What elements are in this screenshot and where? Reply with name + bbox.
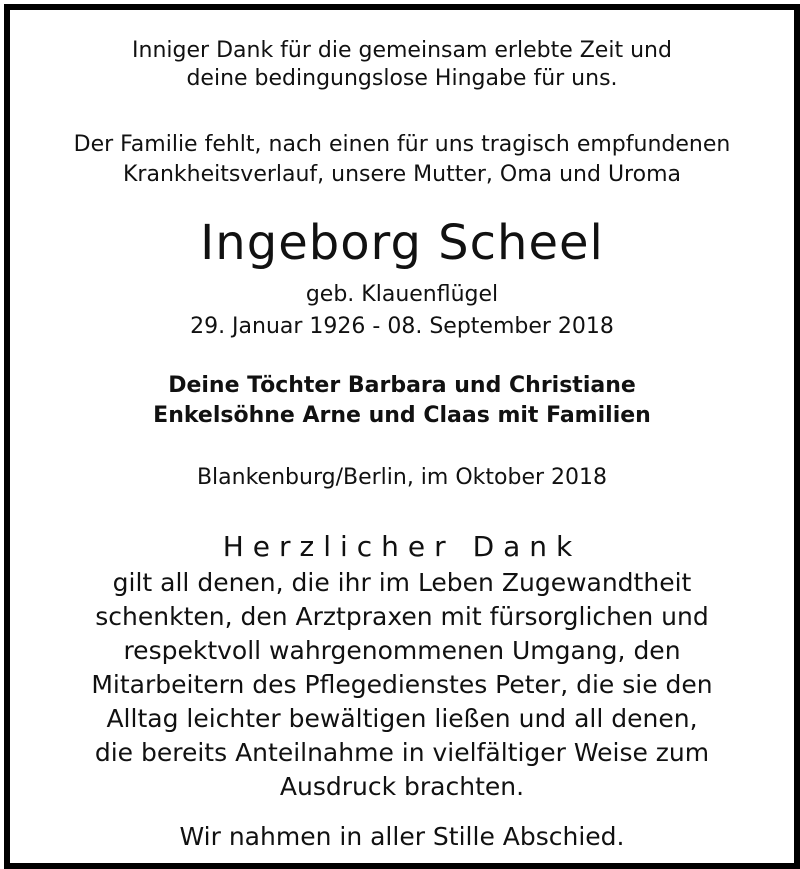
birth-name: geb. Klauenflügel [305, 282, 499, 307]
life-dates: 29. Januar 1926 - 08. September 2018 [190, 314, 614, 339]
thanks-line-2: schenkten, den Arztpraxen mit fürsorglichen und [95, 602, 709, 631]
place-date: Blankenburg/Berlin, im Oktober 2018 [196, 465, 608, 490]
thanks-heading: Herzlicher Dank [222, 530, 582, 563]
announcement-line-2: Krankheitsverlauf, unsere Mutter, Oma und Uroma [122, 162, 681, 187]
mourners-line-1: Deine Töchter Barbara und Christiane [168, 373, 636, 398]
thanks-line-4: Mitarbeitern des Pflegedienstes Peter, die sie den [91, 670, 713, 699]
thanks-line-5: Alltag leichter bewältigen ließen und all denen, [106, 704, 698, 733]
intro-line-1: Inniger Dank für die gemeinsam erlebte Zeit und [132, 38, 672, 63]
thanks-line-7: Ausdruck brachten. [279, 772, 525, 801]
obituary-card [4, 4, 800, 869]
mourners-line-2: Enkelsöhne Arne und Claas mit Familien [153, 403, 651, 428]
thanks-line-6: die bereits Anteilnahme in vielfältiger Weise zum [94, 738, 710, 767]
announcement-line-1: Der Familie fehlt, nach einen für uns tragisch empfundenen [73, 132, 731, 157]
thanks-line-3: respektvoll wahrgenommenen Umgang, den [123, 636, 681, 665]
intro-line-2: deine bedingungslose Hingabe für uns. [186, 66, 618, 91]
closing-line: Wir nahmen in aller Stille Abschied. [179, 822, 625, 851]
deceased-name: Ingeborg Scheel [200, 215, 604, 271]
thanks-line-1: gilt all denen, die ihr im Leben Zugewandtheit [112, 568, 692, 597]
